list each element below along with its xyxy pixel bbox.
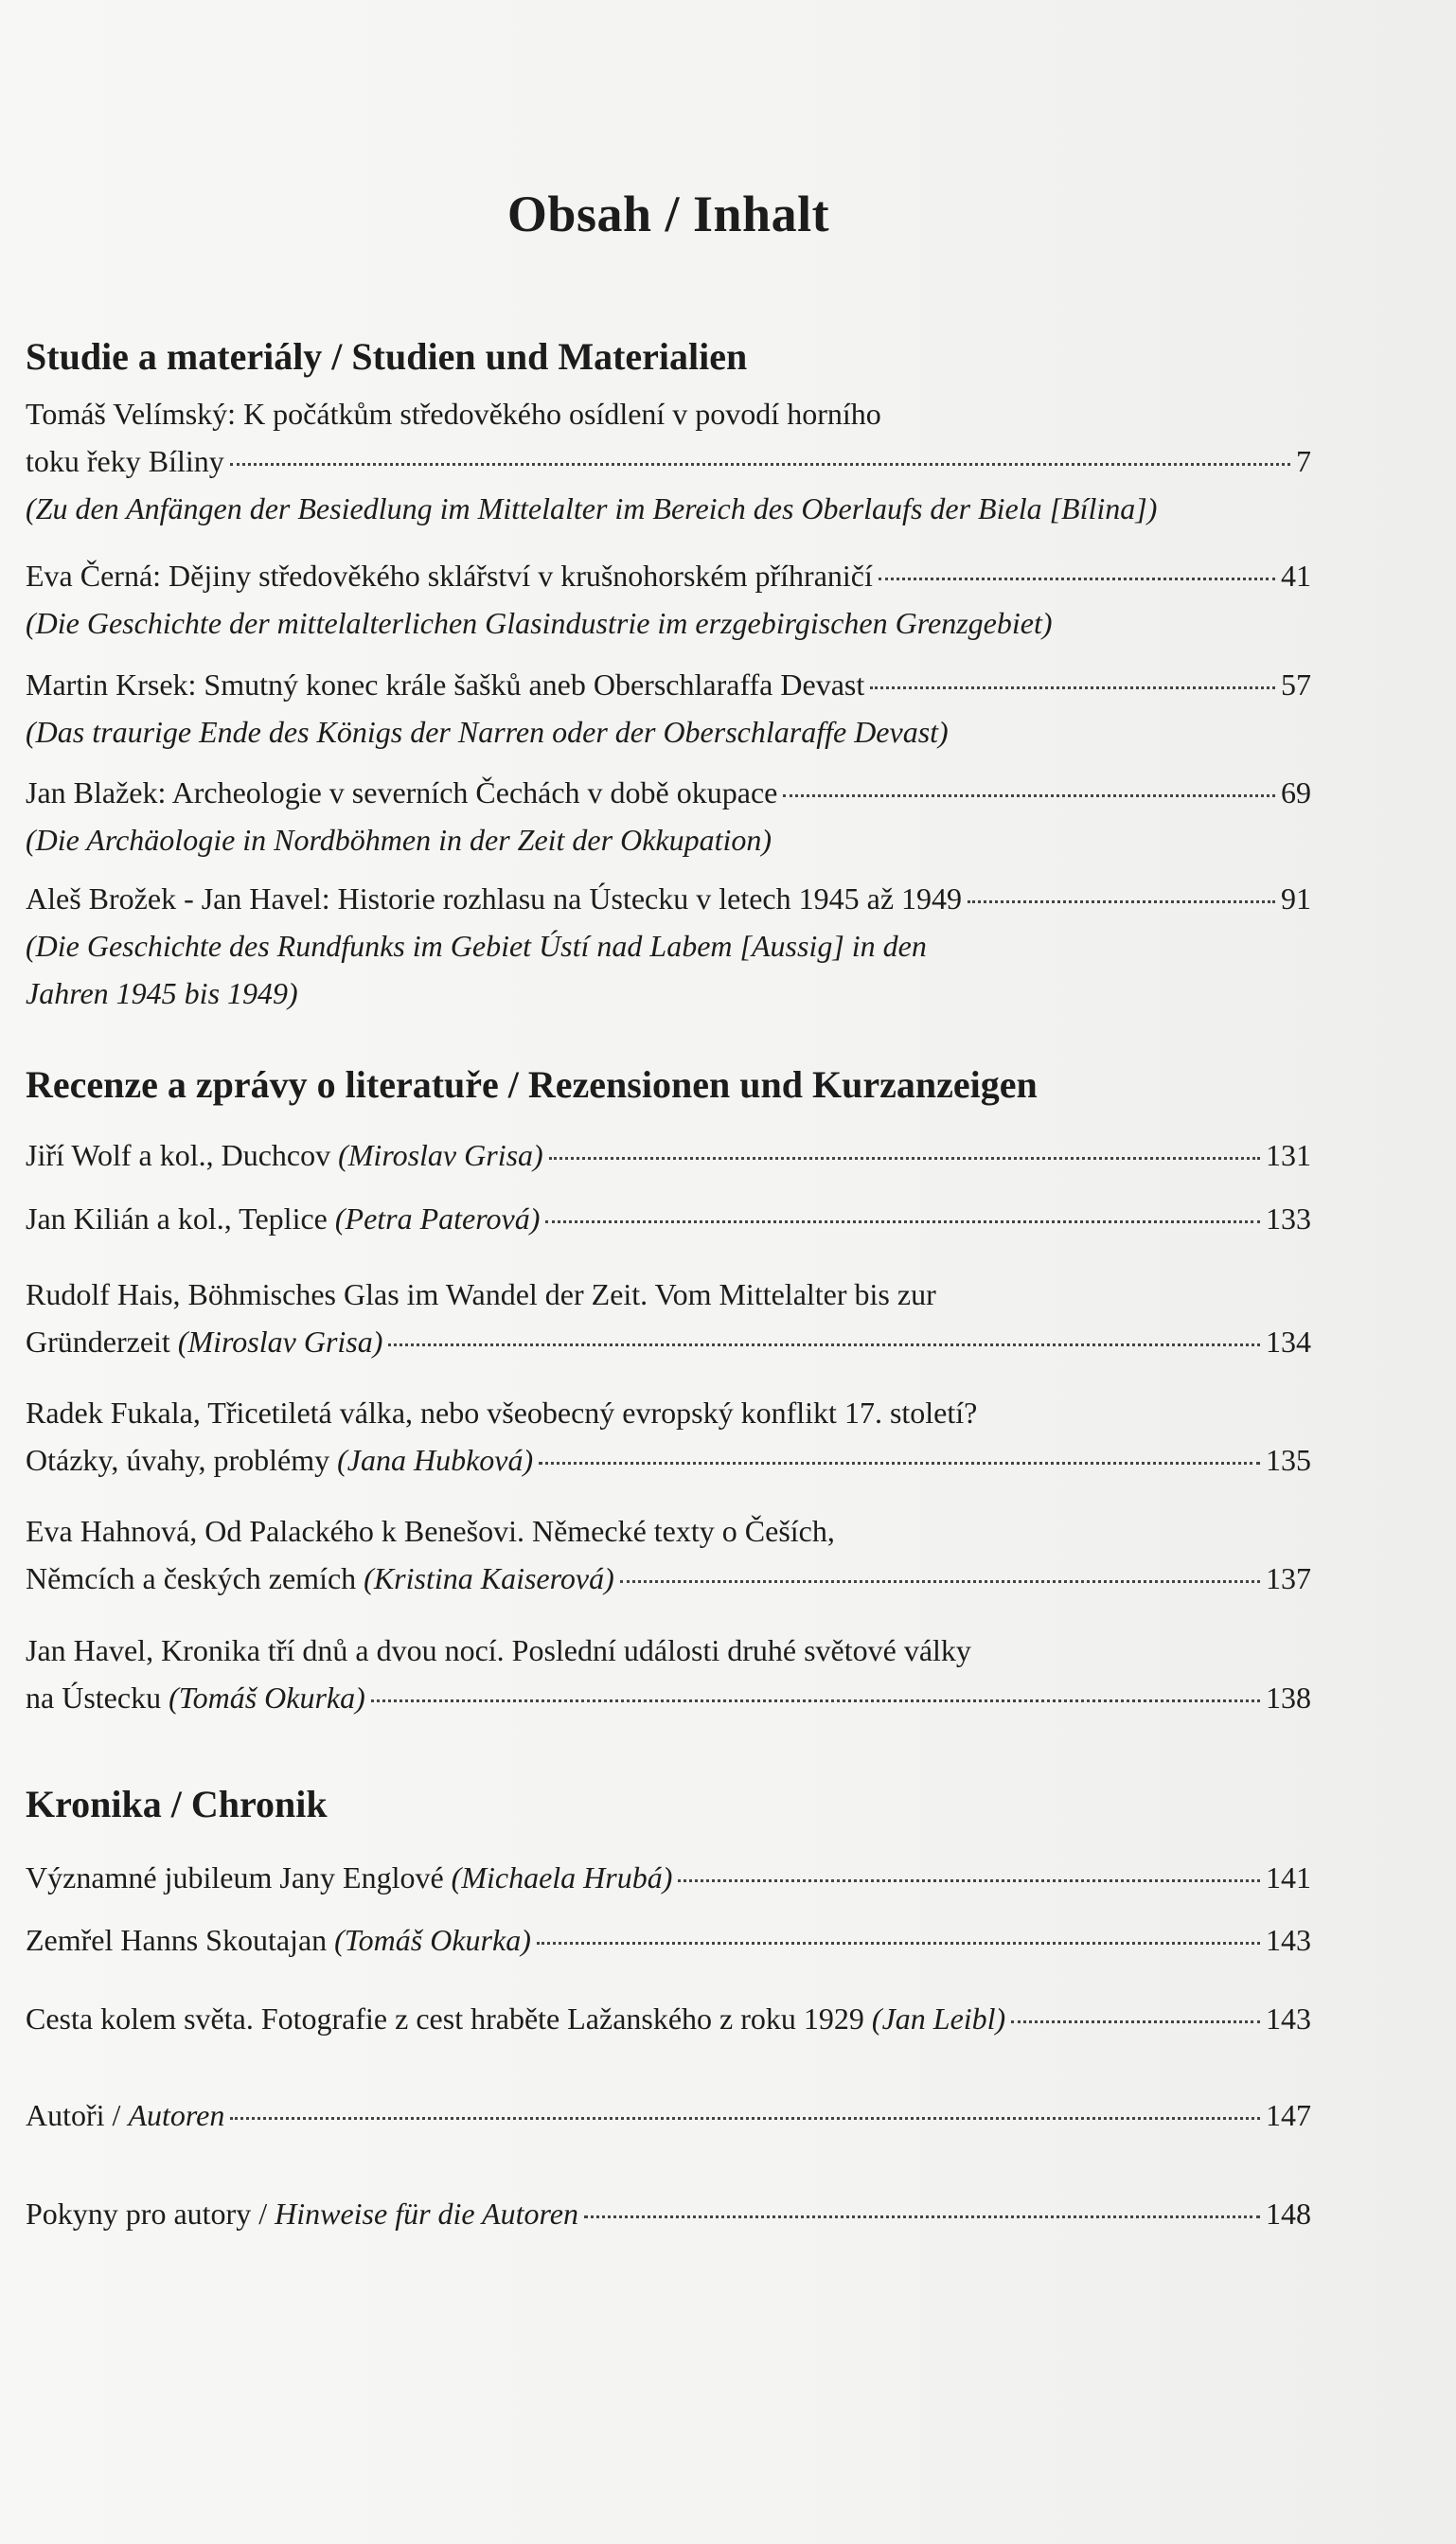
entry-author: (Tomáš Okurka) <box>334 1923 531 1957</box>
entry-reviewer: (Kristina Kaiserová) <box>364 1561 614 1595</box>
leader-dots <box>968 898 1275 903</box>
entry-title: Jan Kilián a kol., Teplice <box>26 1201 335 1236</box>
page-number: 91 <box>1281 881 1311 916</box>
entry-title: Zemřel Hanns Skoutajan <box>26 1923 335 1957</box>
entry-title: Cesta kolem světa. Fotografie z cest hraběte Lažanského z roku 1929 <box>26 2001 872 2036</box>
toc-entry-authors[interactable] <box>26 2091 1311 2139</box>
entry-title: Aleš Brožek - Jan Havel: Historie rozhlasu na Ústecku v letech 1945 až 1949 <box>26 881 963 916</box>
entry-title: Martin Krsek: Smutný konec krále šašků aneb Oberschlaraffa Devast <box>26 667 865 702</box>
toc-entry[interactable] <box>26 1627 1311 1721</box>
toc-entry[interactable] <box>26 1195 1311 1242</box>
entry-subtitle: (Zu den Anfängen der Besiedlung im Mittelalter im Bereich des Oberlaufs der Biela [Bílina]) <box>26 491 1158 525</box>
toc-entry[interactable] <box>26 1916 1311 1964</box>
toc-entry-guidelines[interactable] <box>26 2190 1311 2237</box>
leader-dots <box>620 1578 1260 1583</box>
section-title-studies: Studie a materiály / Studien und Materialien <box>26 335 748 378</box>
entry-author: (Michaela Hrubá) <box>451 1860 673 1895</box>
toc-entry[interactable] <box>26 769 1311 863</box>
entry-title: toku řeky Bíliny <box>26 444 224 478</box>
toc-entry[interactable] <box>26 552 1311 647</box>
entry-reviewer: (Miroslav Grisa) <box>177 1325 383 1359</box>
entry-title-german: Autoren <box>128 2098 225 2132</box>
page-number: 131 <box>1266 1138 1311 1172</box>
page-number: 147 <box>1266 2098 1311 2132</box>
leader-dots <box>230 2115 1260 2120</box>
entry-author: (Jan Leibl) <box>871 2001 1006 2036</box>
page-number: 134 <box>1266 1325 1311 1359</box>
leader-dots <box>230 461 1290 466</box>
entry-title: Němcích a českých zemích <box>26 1561 364 1595</box>
page-number: 138 <box>1266 1681 1311 1715</box>
leader-dots <box>371 1698 1260 1702</box>
page-number: 137 <box>1266 1561 1311 1595</box>
entry-title-german: Hinweise für die Autoren <box>275 2197 578 2231</box>
entry-subtitle: (Die Geschichte der mittelalterlichen Glasindustrie im erzgebirgischen Grenzgebiet) <box>26 606 1053 640</box>
page-number: 69 <box>1281 775 1311 809</box>
toc-entry[interactable] <box>26 661 1311 756</box>
toc-entry[interactable] <box>26 1995 1311 2042</box>
entry-title: na Ústecku <box>26 1681 169 1715</box>
entry-title: Jan Havel, Kronika tří dnů a dvou nocí. Poslední události druhé světové války <box>26 1633 971 1667</box>
toc-entry[interactable] <box>26 1854 1311 1901</box>
entry-title: Jan Blažek: Archeologie v severních Čechách v době okupace <box>26 775 778 809</box>
entry-title: Autoři / <box>26 2098 129 2132</box>
leader-dots <box>1011 2019 1260 2023</box>
leader-dots <box>678 1877 1260 1882</box>
page-number: 135 <box>1266 1443 1311 1477</box>
toc-entry[interactable] <box>26 1271 1311 1365</box>
leader-dots <box>388 1342 1260 1346</box>
entry-reviewer: (Miroslav Grisa) <box>338 1138 543 1172</box>
toc-entry[interactable] <box>26 1131 1311 1179</box>
page-number: 141 <box>1266 1860 1311 1895</box>
page-number: 41 <box>1281 559 1311 593</box>
entry-subtitle: Jahren 1945 bis 1949) <box>26 976 298 1010</box>
page-number: 7 <box>1296 444 1311 478</box>
entry-title: Rudolf Hais, Böhmisches Glas im Wandel der Zeit. Vom Mittelalter bis zur <box>26 1277 936 1311</box>
page-number: 143 <box>1266 2001 1311 2036</box>
leader-dots <box>783 792 1275 797</box>
toc-entry[interactable] <box>26 875 1311 1017</box>
entry-reviewer: (Petra Paterová) <box>334 1201 541 1236</box>
entry-subtitle: (Die Archäologie in Nordböhmen in der Zeit der Okkupation) <box>26 823 772 857</box>
toc-entry[interactable] <box>26 1389 1311 1484</box>
entry-subtitle: (Das traurige Ende des Königs der Narren oder der Oberschlaraffe Devast) <box>26 715 949 749</box>
entry-title: Významné jubileum Jany Englové <box>26 1860 452 1895</box>
entry-title: Pokyny pro autory / <box>26 2197 275 2231</box>
leader-dots <box>870 685 1275 689</box>
entry-title: Otázky, úvahy, problémy <box>26 1443 338 1477</box>
leader-dots <box>549 1155 1260 1160</box>
toc-entry[interactable] <box>26 1507 1311 1602</box>
page-number: 133 <box>1266 1201 1311 1236</box>
section-title-reviews: Recenze a zprávy o literatuře / Rezensionen und Kurzanzeigen <box>26 1063 1038 1106</box>
section-title-chronicle: Kronika / Chronik <box>26 1783 328 1825</box>
entry-title: Gründerzeit <box>26 1325 178 1359</box>
entry-subtitle: (Die Geschichte des Rundfunks im Gebiet Ústí nad Labem [Aussig] in den <box>26 929 927 963</box>
toc-entry[interactable] <box>26 390 1311 532</box>
leader-dots <box>537 1940 1260 1945</box>
leader-dots <box>584 2214 1260 2218</box>
entry-reviewer: (Jana Hubková) <box>337 1443 534 1477</box>
entry-title: Eva Černá: Dějiny středověkého sklářství v krušnohorském příhraničí <box>26 559 873 593</box>
leader-dots <box>539 1460 1260 1465</box>
entry-title: Eva Hahnová, Od Palackého k Benešovi. Německé texty o Češích, <box>26 1514 835 1548</box>
page-title: Obsah / Inhalt <box>506 186 830 242</box>
entry-title: Jiří Wolf a kol., Duchcov <box>26 1138 339 1172</box>
page-number: 148 <box>1266 2197 1311 2231</box>
page-number: 143 <box>1266 1923 1311 1957</box>
page-number: 57 <box>1281 667 1311 702</box>
entry-title: Radek Fukala, Třicetiletá válka, nebo všeobecný evropský konflikt 17. století? <box>26 1396 978 1430</box>
leader-dots <box>879 576 1275 580</box>
entry-title: Tomáš Velímský: K počátkům středověkého osídlení v povodí horního <box>26 397 881 431</box>
entry-reviewer: (Tomáš Okurka) <box>169 1681 365 1715</box>
leader-dots <box>545 1219 1260 1223</box>
